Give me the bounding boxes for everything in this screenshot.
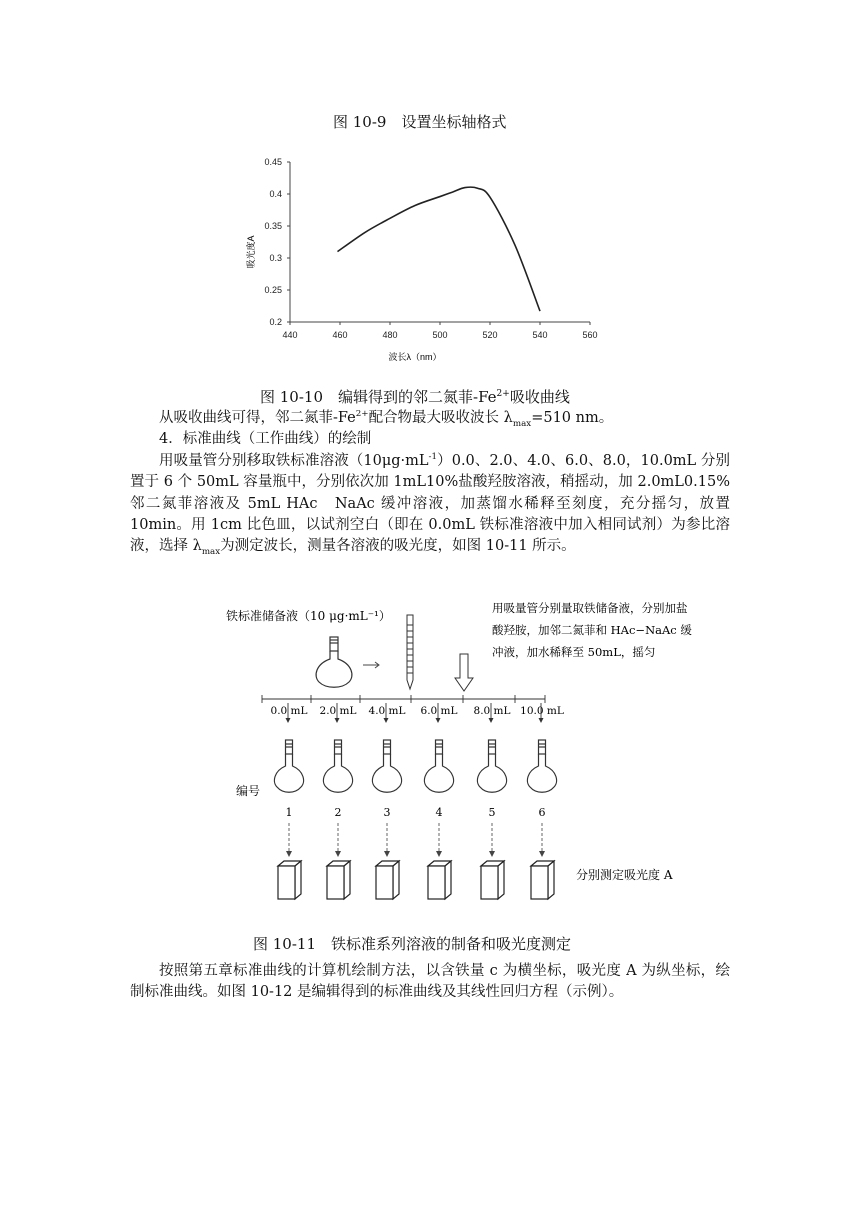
distribution-bracket bbox=[262, 695, 545, 703]
volumetric-flask-icon bbox=[372, 740, 401, 792]
absorption-chart bbox=[240, 150, 610, 370]
volumetric-flask-icon bbox=[424, 740, 453, 792]
volume-label: 4.0 mL bbox=[368, 705, 406, 717]
instructions-text bbox=[492, 601, 692, 659]
dashed-arrow-icon bbox=[384, 823, 390, 857]
cuvette-icon bbox=[278, 861, 301, 899]
flask-number: 6 bbox=[538, 806, 546, 819]
fig10-caption: 图 10-10 编辑得到的邻二氮菲$-Fe^{2+}$吸收曲线 bbox=[260, 388, 570, 406]
volumetric-flask-icon bbox=[323, 740, 352, 792]
x-axis-label: 波长λ（nm） bbox=[388, 352, 442, 362]
y-tick-label: 0.3 bbox=[269, 253, 282, 263]
flask-number: 4 bbox=[435, 806, 443, 819]
stock-solution-label: 铁标准储备液（10 μg·mL⁻¹） bbox=[226, 609, 391, 623]
x-tick-label: 560 bbox=[582, 330, 598, 340]
volumetric-flask-icon bbox=[477, 740, 506, 792]
x-tick-label: 500 bbox=[432, 330, 448, 340]
volume-label: 6.0 mL bbox=[420, 705, 458, 717]
x-tick-label: 460 bbox=[332, 330, 348, 340]
dashed-arrow-icon bbox=[286, 823, 292, 857]
svg-text:酸羟胺，加邻二氮菲和 HAc−NaAc 缓: 酸羟胺，加邻二氮菲和 HAc−NaAc 缓 bbox=[492, 623, 692, 637]
number-label: 编号 bbox=[236, 784, 261, 798]
dashed-arrow-icon bbox=[539, 823, 545, 857]
x-tick-label: 540 bbox=[532, 330, 548, 340]
y-tick-label: 0.4 bbox=[269, 189, 282, 199]
x-tick-label: 520 bbox=[482, 330, 498, 340]
arrow-right-icon bbox=[363, 662, 379, 668]
svg-text:用吸量管分别量取铁储备液，分别加盐: 用吸量管分别量取铁储备液，分别加盐 bbox=[492, 601, 688, 615]
flask-number: 1 bbox=[285, 806, 293, 819]
dashed-arrow-icon bbox=[436, 823, 442, 857]
x-tick-label: 480 bbox=[382, 330, 398, 340]
cuvette-icon bbox=[327, 861, 350, 899]
closing-paragraph: 按照第五章标准曲线的计算机绘制方法，以含铁量 c 为横坐标，吸光度 A 为纵坐标，绘制标准曲线。如图 10-12 是编辑得到的标准曲线及其线性回归方程（示例）。 bbox=[130, 963, 730, 1001]
conclusion-line: 从吸收曲线可得，邻二氮菲$-Fe^{2+}$配合物最大吸收波长 $\lambda_{max}=510$ nm。 bbox=[159, 409, 614, 429]
stock-flask-icon bbox=[316, 637, 352, 687]
cuvette-icon bbox=[531, 861, 554, 899]
y-tick-label: 0.25 bbox=[264, 285, 282, 295]
volumetric-flask-icon bbox=[527, 740, 556, 792]
volume-label: 2.0 mL bbox=[319, 705, 357, 717]
volume-label: 0.0 mL bbox=[270, 705, 308, 717]
volume-label: 10.0 mL bbox=[520, 705, 564, 717]
section-heading: 4．标准曲线（工作曲线）的绘制 bbox=[159, 431, 372, 448]
dashed-arrow-icon bbox=[335, 823, 341, 857]
svg-text:冲液，加水稀释至 50mL，摇匀: 冲液，加水稀释至 50mL，摇匀 bbox=[492, 645, 656, 659]
pipette-icon bbox=[407, 615, 413, 689]
cuvette-icon bbox=[481, 861, 504, 899]
y-tick-label: 0.45 bbox=[264, 157, 282, 167]
series-line bbox=[338, 187, 541, 311]
volume-label: 8.0 mL bbox=[473, 705, 511, 717]
flask-number: 5 bbox=[488, 806, 496, 819]
arrow-down-icon bbox=[455, 654, 473, 691]
fig11-caption: 图 10-11 铁标准系列溶液的制备和吸光度测定 bbox=[253, 935, 572, 953]
fig9-caption: 图 10-9 设置坐标轴格式 bbox=[333, 113, 507, 131]
text-block-2 bbox=[130, 961, 730, 1004]
cuvette-icon bbox=[428, 861, 451, 899]
volumetric-flask-icon bbox=[274, 740, 303, 792]
flask-number: 3 bbox=[383, 806, 391, 819]
cuvette-icon bbox=[376, 861, 399, 899]
x-tick-label: 440 bbox=[282, 330, 298, 340]
y-axis-label: 吸光度A bbox=[246, 235, 256, 269]
flask-number: 2 bbox=[334, 806, 342, 819]
y-tick-label: 0.35 bbox=[264, 221, 282, 231]
procedure-paragraph: 用吸量管分别移取铁标准溶液$(10\mu g\cdot mL^{-1})0.0$、2.0、4.0、6.0、8.0，10.0mL 分别置于 6 个 50mL 容量瓶中，分别依次加 1mL10%盐酸羟胺溶液，稍摇动，加 2.0mL0.15%邻二氮菲溶液及 5mL HAc NaAc 缓冲溶液，加蒸馏水稀释至刻度，充分摇匀，放置 10min。用 1cm 比色皿，以试剂空白（即在 0.0mL 铁标准溶液中加入相同试剂）为参比溶液，选择 $\lambda_{max}$为测定波长，测量各溶液的吸光度，如图 10-11 所示。 bbox=[130, 451, 730, 558]
text-block-1 bbox=[130, 408, 730, 558]
preparation-diagram bbox=[220, 595, 720, 915]
y-tick-label: 0.2 bbox=[269, 317, 282, 327]
dashed-arrow-icon bbox=[489, 823, 495, 857]
measure-label: 分别测定吸光度 A bbox=[576, 868, 673, 882]
